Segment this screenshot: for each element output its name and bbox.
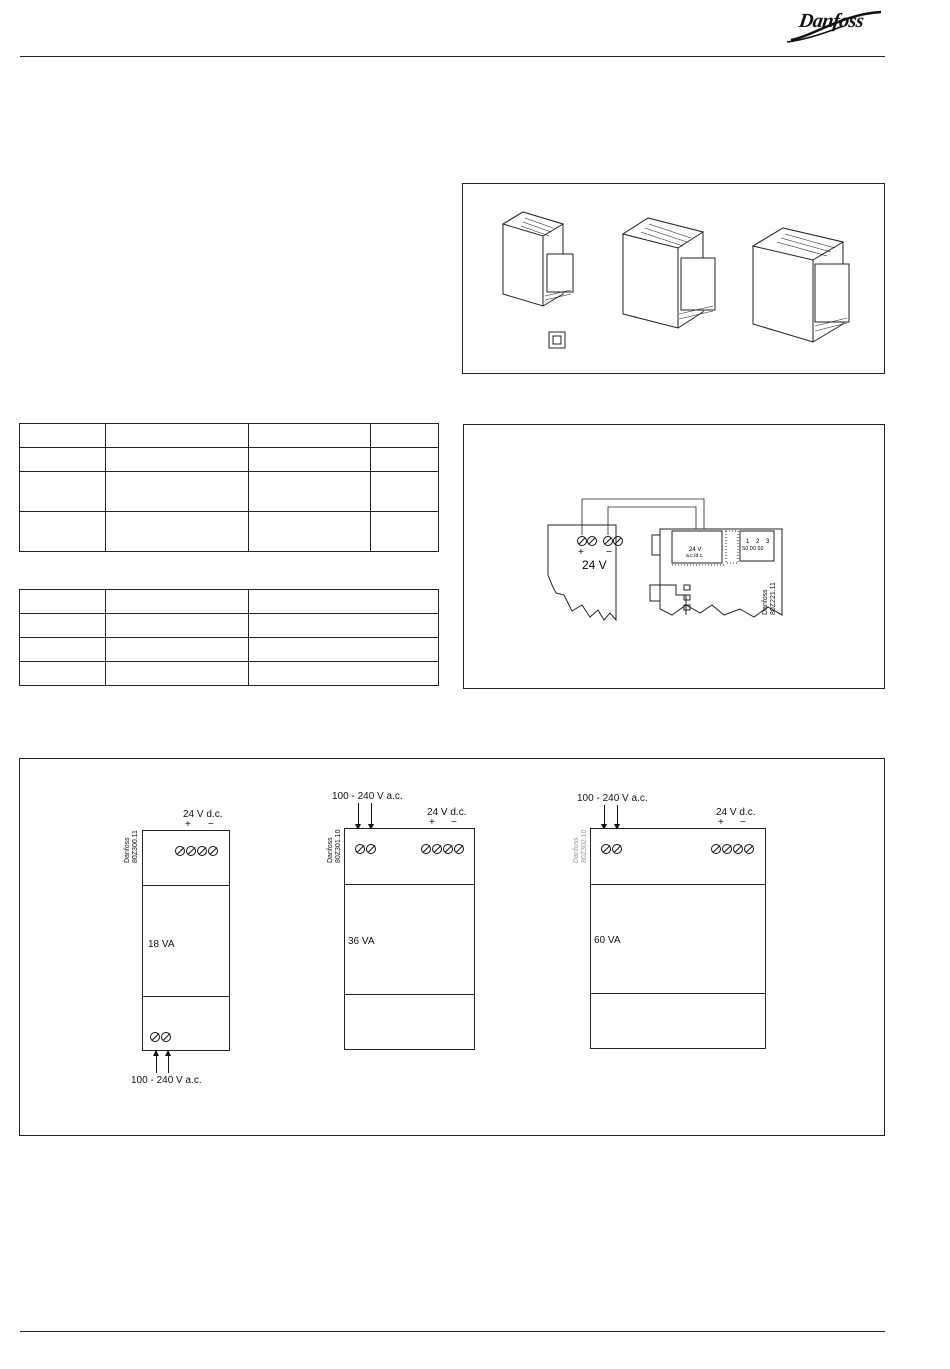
unit36-plus: +: [429, 817, 435, 828]
product-drawing-box: [462, 183, 885, 374]
brand-name: Danfoss: [797, 10, 865, 32]
unit18-minus: −: [208, 819, 214, 830]
table-row: [20, 448, 439, 472]
table-row: [20, 472, 439, 512]
unit60-output-label: 24 V d.c.: [716, 807, 756, 818]
table-row: [20, 662, 439, 686]
ctrl-term-2: 2: [756, 539, 760, 545]
unit36-rating: 36 VA: [348, 936, 375, 947]
terminal-icon: [454, 844, 464, 854]
unit36-output-terminals: [421, 841, 465, 859]
unit60-input-arrow-icon: [617, 805, 618, 829]
terminal-icon: [421, 844, 431, 854]
unit18-input-arrow-icon: [156, 1051, 157, 1073]
unit36-input-arrow-icon: [371, 803, 372, 829]
terminal-icon: [443, 844, 453, 854]
footer-rule: [20, 1331, 885, 1332]
unit36-code: Danfoss 80Z301.10: [327, 829, 342, 863]
wiring-code: Danfoss 80Z221.11: [762, 582, 777, 615]
unit60-plus: +: [718, 817, 724, 828]
psu-voltage-label: 24 V: [582, 558, 607, 572]
danfoss-logo: [783, 6, 885, 46]
unit-18va: [142, 830, 230, 1051]
terminal-icon: [175, 846, 185, 856]
table-row: [20, 638, 439, 662]
unit18-rating: 18 VA: [148, 939, 175, 950]
table-row: [20, 614, 439, 638]
unit60-output-terminals: [711, 841, 755, 859]
unit60-minus: −: [740, 817, 746, 828]
terminal-icon: [355, 844, 365, 854]
terminal-icon: [711, 844, 721, 854]
table-row: [20, 512, 439, 552]
terminal-icon: [722, 844, 732, 854]
terminal-icon: [601, 844, 611, 854]
terminal-icon: [161, 1032, 171, 1042]
unit60-rating: 60 VA: [594, 935, 621, 946]
unit36-input-arrow-icon: [358, 803, 359, 829]
unit18-input-arrow-icon: [168, 1051, 169, 1073]
unit18-output-terminals: [175, 843, 219, 861]
terminal-icon: [186, 846, 196, 856]
unit18-plus: +: [185, 819, 191, 830]
spec-table-1: [19, 423, 439, 552]
terminal-icon: [432, 844, 442, 854]
unit60-input-arrow-icon: [604, 805, 605, 829]
terminal-icon: [612, 844, 622, 854]
unit-36va: [344, 828, 475, 1050]
unit60-input-label: 100 - 240 V a.c.: [577, 793, 648, 804]
ctrl-term-1: 1: [746, 539, 750, 545]
spec-table-2: [19, 589, 439, 686]
ctrl-terms-sub: S0 D0 S0: [742, 546, 764, 552]
terminal-diagrams-box: [19, 758, 885, 1136]
ctrl-term-3: 3: [766, 539, 770, 545]
terminal-icon: [744, 844, 754, 854]
unit36-minus: −: [451, 817, 457, 828]
terminal-icon: [150, 1032, 160, 1042]
unit18-input-terminals: [150, 1029, 172, 1047]
unit60-input-terminals: [601, 841, 623, 859]
ctrl-voltage: 24 V: [689, 547, 702, 553]
unit36-input-label: 100 - 240 V a.c.: [332, 791, 403, 802]
unit36-input-terminals: [355, 841, 377, 859]
psu-plus: +: [578, 547, 584, 558]
terminal-icon: [197, 846, 207, 856]
product-illustration: [463, 184, 884, 373]
unit18-input-label: 100 - 240 V a.c.: [131, 1075, 202, 1086]
ctrl-voltage-sub: a.c./d.c.: [686, 553, 704, 559]
unit36-output-label: 24 V d.c.: [427, 807, 467, 818]
wiring-diagram: [464, 425, 884, 688]
terminal-icon: [208, 846, 218, 856]
header-rule: [20, 56, 885, 57]
unit-60va: [590, 828, 766, 1049]
unit18-output-label: 24 V d.c.: [183, 809, 223, 820]
table-row: [20, 424, 439, 448]
table-row: [20, 590, 439, 614]
psu-minus: −: [606, 547, 612, 558]
unit18-code: Danfoss 80Z300.11: [124, 830, 139, 863]
terminal-icon: [366, 844, 376, 854]
terminal-icon: [733, 844, 743, 854]
wiring-diagram-box: [463, 424, 885, 689]
unit60-code: Danfoss 80Z302.10: [573, 829, 588, 863]
